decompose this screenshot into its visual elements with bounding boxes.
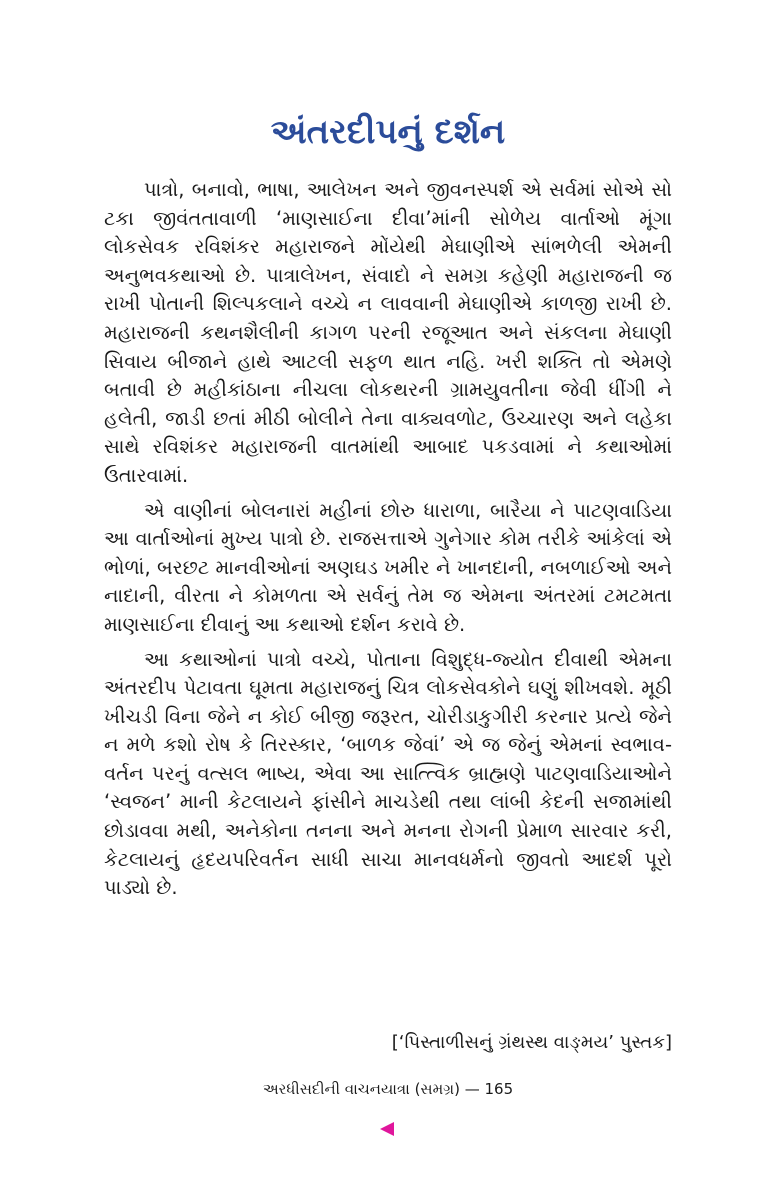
page-title: અંતરદીપનું દર્શન [270, 112, 506, 152]
previous-page-arrow-icon[interactable] [380, 1122, 394, 1136]
paragraph-1: પાત્રો, બનાવો, ભાષા, આલેખન અને જીવનસ્પર્શ એ સર્વમાં સોએ સો ટકા જીવંતતાવાળી ‘માણસાઈના દીવા’માંની સોળેય વાર્તાઓ મૂંગા લોકસેવક રવિશંકર મહારાજને મોંયેથી મેઘાણીએ સાંભળેલી એમની અનુભવકથાઓ છે. પાત્રાલેખન, સંવાદો ને સમગ્ર કહેણી મહારાજની જ રાખી પોતાની શિલ્પકલાને વચ્ચે ન લાવવાની મેઘાણીએ કાળજી રાખી છે. મહારાજની કથનશૈલીની કાગળ પરની રજૂઆત અને સંકલના મેઘાણી સિવાય બીજાને હાથે આટલી સફળ થાત નહિ. ખરી શક્તિ તો એમણે બતાવી છે મહીકાંઠાના નીચલા લોકથરની ગ્રામયુવતીના જેવી ધીંગી ને હલેતી, જાડી છતાં મીઠી બોલીને તેના વાક્યવળોટ, ઉચ્ચારણ અને લહેકા સાથે રવિશંકર મહારાજની વાતમાંથી આબાદ પકડવામાં ને કથાઓમાં ઉતારવામાં. [104, 178, 672, 487]
paragraph-2: એ વાણીનાં બોલનારાં મહીનાં છોરુ ધારાળા, બારૈયા ને પાટણવાડિયા આ વાર્તાઓનાં મુખ્ય પાત્રો છે. રાજસત્તાએ ગુનેગાર કોમ તરીકે આંકેલાં એ ભોળાં, બરછટ માનવીઓનાં અણઘડ ખમીર ને ખાનદાની, નબળાઈઓ અને નાદાની, વીરતા ને કોમળતા એ સર્વનું તેમ જ એમના અંતરમાં ટમટમતા માણસાઈના દીવાનું આ કથાઓ દર્શન કરાવે છે. [104, 498, 672, 636]
article-body [104, 176, 672, 909]
paragraph-3: આ કથાઓનાં પાત્રો વચ્ચે, પોતાના વિશુદ્ધ-જ્યોત દીવાથી એમના અંતરદીપ પેટાવતા ઘૂમતા મહારાજનું ચિત્ર લોકસેવકોને ઘણું શીખવશે. મૂઠી ખીચડી વિના જેને ન કોઈ બીજી જરૂરત, ચોરીડાકુગીરી કરનાર પ્રત્યે જેને ન મળે કશો રોષ કે તિરસ્કાર, ‘બાળક જેવાં’ એ જ જેનું એમનાં સ્વભાવ-વર્તન પરનું વત્સલ ભાષ્ય, એવા આ સાત્ત્વિક બ્રાહ્મણે પાટણવાડિયાઓને ‘સ્વજન’ માની કેટલાયને ફાંસીને માચડેથી તથા લાંબી કેદની સજામાંથી છોડાવવા મથી, અનેકોના તનના અને મનના રોગની પ્રેમાળ સારવાર કરી, કેટલાયનું હૃદયપરિવર્તન સાધી સાચા માનવધર્મનો જીવતો આદર્શ પૂરો પાડ્યો છે. [104, 647, 672, 900]
source-citation: [‘પિસ્તાળીસનું ગ્રંથસ્થ વાઙ્મય’ પુસ્તક] [391, 1032, 672, 1053]
page-footer: અરધીસદીની વાચનયાત્રા (સમગ્ર) — 165 [262, 1080, 514, 1098]
